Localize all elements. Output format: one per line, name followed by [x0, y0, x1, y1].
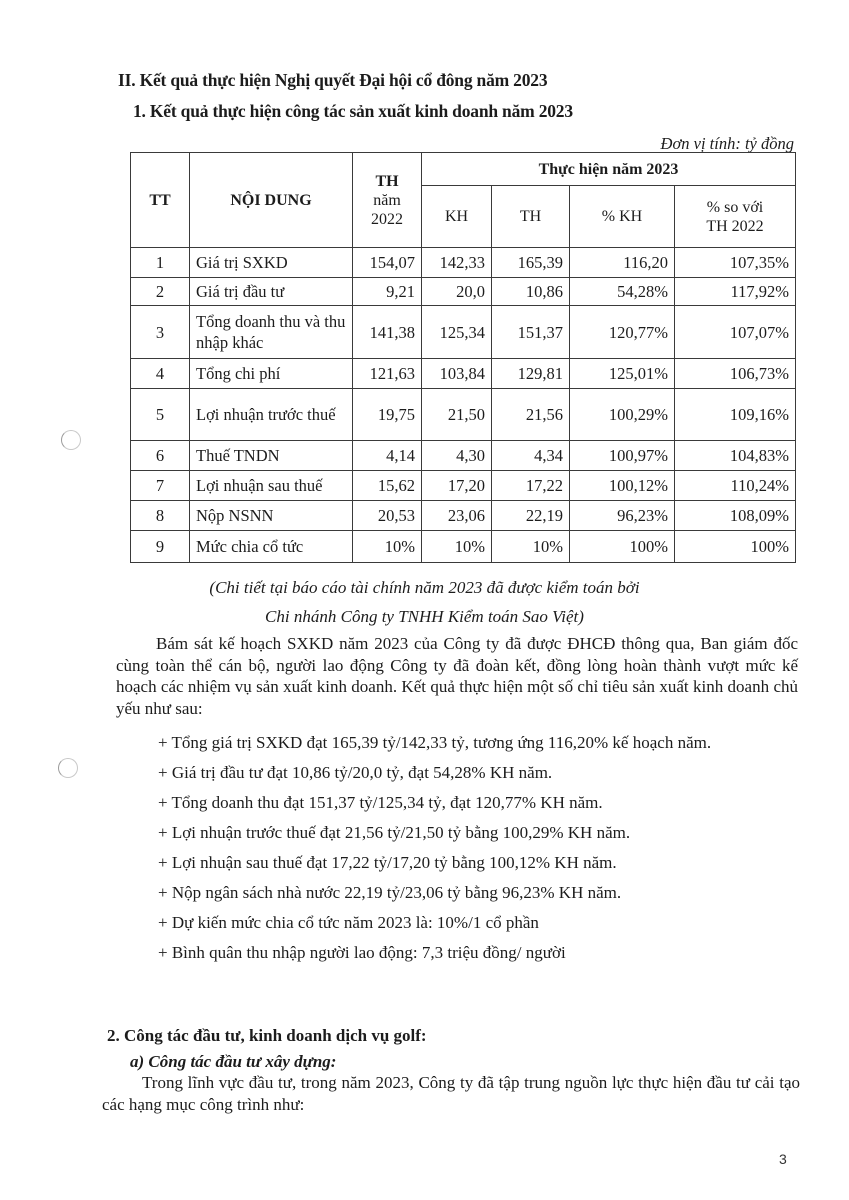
cell-th2022: 4,14 — [353, 441, 422, 471]
table-header-row — [131, 153, 796, 186]
header-th2022-line2: năm — [373, 191, 401, 209]
cell-content: Nộp NSNN — [190, 501, 353, 531]
table-row — [131, 389, 796, 441]
section-heading: II. Kết quả thực hiện Nghị quyết Đại hội cổ đông năm 2023 — [118, 70, 548, 90]
bullet-item: + Tổng doanh thu đạt 151,37 tỷ/125,34 tỷ, đạt 120,77% KH năm. — [158, 793, 603, 812]
cell-th: 10,86 — [492, 278, 570, 306]
cell-pct-kh: 100% — [570, 531, 675, 563]
cell-tt: 8 — [131, 501, 190, 531]
cell-kh: 125,34 — [422, 306, 492, 359]
cell-pct-kh: 96,23% — [570, 501, 675, 531]
header-tt: TT — [131, 153, 190, 248]
cell-th2022: 10% — [353, 531, 422, 563]
section2a-paragraph: Trong lĩnh vực đầu tư, trong năm 2023, Công ty đã tập trung nguồn lực thực hiện đầu tư cải tạo các hạng mục công trình như: — [102, 1073, 800, 1114]
cell-pct-kh: 100,97% — [570, 441, 675, 471]
subsection-heading: 1. Kết quả thực hiện công tác sản xuất kinh doanh năm 2023 — [133, 101, 573, 121]
table-row — [131, 306, 796, 359]
section2-heading: 2. Công tác đầu tư, kinh doanh dịch vụ golf: — [107, 1026, 427, 1045]
intro-paragraph: Bám sát kế hoạch SXKD năm 2023 của Công ty đã được ĐHCĐ thông qua, Ban giám đốc cùng toàn thể cán bộ, người lao động Công ty đã đoàn kết, đồng lòng hoàn thành vượt mức kế hoạch các nhiệm vụ sản xuất kinh doanh. Kết quả thực hiện một số chỉ tiêu sản xuất kinh doanh chủ yếu như sau: — [116, 634, 798, 718]
cell-pct-vs: 109,16% — [675, 389, 796, 441]
cell-kh: 142,33 — [422, 248, 492, 278]
cell-th2022: 154,07 — [353, 248, 422, 278]
header-th2022-line1: TH — [375, 172, 399, 190]
cell-th: 17,22 — [492, 471, 570, 501]
header-content: NỘI DUNG — [190, 153, 353, 248]
cell-kh: 23,06 — [422, 501, 492, 531]
table-row — [131, 359, 796, 389]
header-kh: KH — [422, 186, 492, 248]
cell-pct-kh: 100,29% — [570, 389, 675, 441]
table-row — [131, 471, 796, 501]
cell-tt: 1 — [131, 248, 190, 278]
bullet-item: + Lợi nhuận trước thuế đạt 21,56 tỷ/21,50 tỷ bằng 100,29% KH năm. — [158, 823, 631, 842]
cell-content: Giá trị đầu tư — [190, 278, 353, 306]
cell-pct-kh: 120,77% — [570, 306, 675, 359]
cell-th: 21,56 — [492, 389, 570, 441]
cell-pct-vs: 106,73% — [675, 359, 796, 389]
cell-th2022: 121,63 — [353, 359, 422, 389]
header-group-2023: Thực hiện năm 2023 — [422, 153, 796, 186]
cell-pct-vs: 107,07% — [675, 306, 796, 359]
header-pct-vs-2022 — [675, 186, 796, 248]
table-caption-line1: (Chi tiết tại báo cáo tài chính năm 2023 đã được kiểm toán bởi — [209, 578, 640, 597]
cell-th: 151,37 — [492, 306, 570, 359]
cell-pct-vs: 107,35% — [675, 248, 796, 278]
cell-content: Tổng chi phí — [190, 359, 353, 389]
cell-th: 129,81 — [492, 359, 570, 389]
cell-pct-kh: 100,12% — [570, 471, 675, 501]
cell-kh: 4,30 — [422, 441, 492, 471]
cell-content: Mức chia cổ tức — [190, 531, 353, 563]
cell-pct-kh: 54,28% — [570, 278, 675, 306]
cell-kh: 21,50 — [422, 389, 492, 441]
cell-tt: 6 — [131, 441, 190, 471]
cell-kh: 17,20 — [422, 471, 492, 501]
header-th: TH — [492, 186, 570, 248]
bullet-item: + Bình quân thu nhập người lao động: 7,3 triệu đồng/ người — [158, 943, 566, 962]
cell-th: 22,19 — [492, 501, 570, 531]
cell-th2022: 9,21 — [353, 278, 422, 306]
cell-pct-vs: 108,09% — [675, 501, 796, 531]
table-caption-line2: Chi nhánh Công ty TNHH Kiểm toán Sao Việt) — [265, 607, 584, 626]
table-row — [131, 531, 796, 563]
cell-kh: 103,84 — [422, 359, 492, 389]
cell-th: 4,34 — [492, 441, 570, 471]
cell-pct-kh: 125,01% — [570, 359, 675, 389]
cell-tt: 2 — [131, 278, 190, 306]
cell-tt: 4 — [131, 359, 190, 389]
cell-tt: 3 — [131, 306, 190, 359]
cell-th2022: 20,53 — [353, 501, 422, 531]
cell-content: Thuế TNDN — [190, 441, 353, 471]
bullet-item: + Dự kiến mức chia cổ tức năm 2023 là: 10%/1 cổ phần — [158, 913, 539, 932]
section2a-heading: a) Công tác đầu tư xây dựng: — [130, 1052, 337, 1071]
header-pct-vs-line1: % so với — [706, 198, 764, 216]
bullet-item: + Giá trị đầu tư đạt 10,86 tỷ/20,0 tỷ, đạt 54,28% KH năm. — [158, 763, 553, 782]
cell-th2022: 19,75 — [353, 389, 422, 441]
cell-pct-vs: 100% — [675, 531, 796, 563]
table-row — [131, 248, 796, 278]
bullet-item: + Tổng giá trị SXKD đạt 165,39 tỷ/142,33 tỷ, tương ứng 116,20% kế hoạch năm. — [158, 733, 712, 752]
cell-pct-vs: 110,24% — [675, 471, 796, 501]
header-th2022-line3: 2022 — [371, 210, 403, 228]
bullet-item: + Nộp ngân sách nhà nước 22,19 tỷ/23,06 tỷ bằng 96,23% KH năm. — [158, 883, 622, 902]
punch-hole-mark — [61, 430, 81, 450]
table-row — [131, 441, 796, 471]
cell-th: 165,39 — [492, 248, 570, 278]
cell-tt: 7 — [131, 471, 190, 501]
punch-hole-mark — [58, 758, 78, 778]
cell-pct-vs: 104,83% — [675, 441, 796, 471]
cell-th2022: 15,62 — [353, 471, 422, 501]
cell-content: Tổng doanh thu và thu nhập khác — [190, 306, 353, 359]
cell-th: 10% — [492, 531, 570, 563]
header-pct-vs-line2: TH 2022 — [706, 217, 764, 235]
header-pct-kh: % KH — [570, 186, 675, 248]
cell-pct-kh: 116,20 — [570, 248, 675, 278]
unit-note: Đơn vị tính: tỷ đồng — [660, 134, 794, 153]
header-th2022 — [353, 153, 422, 248]
cell-pct-vs: 117,92% — [675, 278, 796, 306]
cell-content: Lợi nhuận sau thuế — [190, 471, 353, 501]
table-row — [131, 501, 796, 531]
cell-content: Giá trị SXKD — [190, 248, 353, 278]
table-body — [131, 248, 796, 563]
results-table — [130, 152, 796, 563]
page-number: 3 — [779, 1151, 787, 1167]
cell-kh: 10% — [422, 531, 492, 563]
cell-tt: 5 — [131, 389, 190, 441]
table-row — [131, 278, 796, 306]
cell-kh: 20,0 — [422, 278, 492, 306]
bullet-item: + Lợi nhuận sau thuế đạt 17,22 tỷ/17,20 tỷ bằng 100,12% KH năm. — [158, 853, 617, 872]
cell-tt: 9 — [131, 531, 190, 563]
cell-th2022: 141,38 — [353, 306, 422, 359]
cell-content: Lợi nhuận trước thuế — [190, 389, 353, 441]
